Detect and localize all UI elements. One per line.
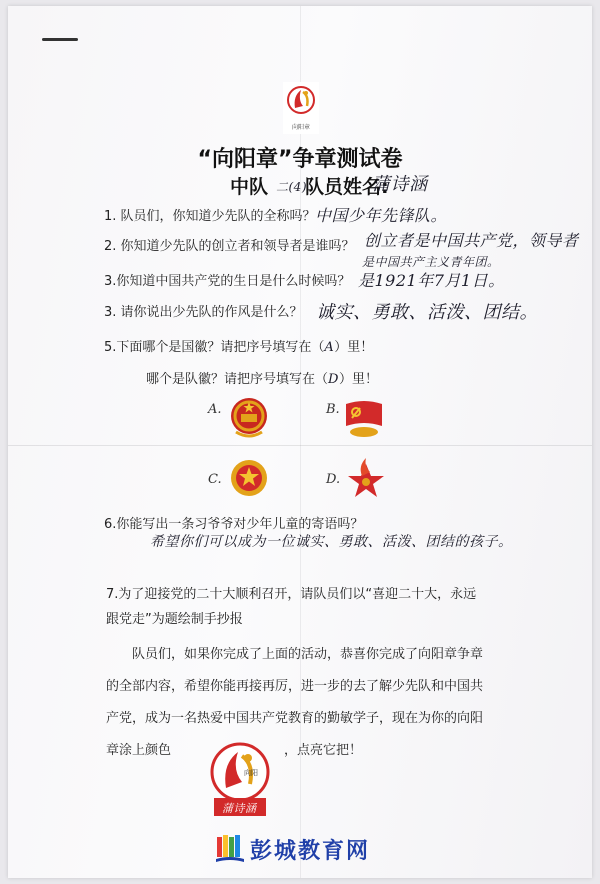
- question-6: 6.你能写出一条习爷爷对少年儿童的寄语吗？: [104, 517, 364, 532]
- party-flag-icon: [342, 396, 386, 440]
- closing-line-3: 产党，成为一名热爱中国共产党教育的勤敏学子，现在为你的向阳: [106, 711, 484, 726]
- option-d-letter: D.: [326, 472, 341, 487]
- book-logo-icon: [215, 833, 245, 863]
- pioneer-emblem-icon: [228, 456, 270, 500]
- answer-4: 诚实、勇敢、活泼、团结。: [316, 302, 538, 323]
- closing-line-4-end: ，点亮它把！: [284, 743, 363, 758]
- question-5b-text: 哪个是队徽？请把序号填写在（: [146, 372, 329, 387]
- page-title: “向阳章”争章测试卷: [197, 147, 403, 172]
- answer-2-line2: 是中国共产主义青年团。: [362, 255, 500, 269]
- name-label: 队员姓名:: [305, 176, 389, 198]
- answer-3: 是1921年7月1日。: [358, 271, 505, 290]
- question-2: 2. 你知道少先队的创立者和领导者是谁吗？: [104, 239, 355, 254]
- answer-5b: D: [328, 372, 339, 387]
- national-emblem-icon: [228, 396, 270, 440]
- class-value: 二(4): [276, 180, 307, 194]
- stamp-signature: 蒲诗涵: [222, 802, 257, 815]
- question-5a-end: ）里！: [334, 340, 374, 355]
- corner-mark: [42, 38, 78, 41]
- colored-badge-stamp: [208, 742, 272, 818]
- question-7-line1: 7.为了迎接党的二十大顺利召开，请队员们以“喜迎二十大，永远: [106, 587, 477, 602]
- class-label: 中队: [230, 176, 269, 198]
- option-c-letter: C.: [208, 472, 222, 487]
- answer-6: 希望你们可以成为一位诚实、勇敢、活泼、团结的孩子。: [150, 534, 513, 550]
- xiangyang-badge-icon: [283, 82, 319, 134]
- pioneer-badge-icon: [344, 454, 388, 502]
- question-7-line2: 跟党走”为题绘制手抄报: [106, 612, 243, 627]
- question-3: 3.你知道中国共产党的生日是什么时候吗？: [104, 274, 351, 289]
- question-5b-end: ）里！: [338, 372, 378, 387]
- closing-line-2: 的全部内容，希望你能再接再厉，进一步的去了解少先队和中国共: [106, 679, 484, 694]
- watermark-text: 彭城教育网: [250, 839, 371, 864]
- question-5a: [104, 339, 373, 357]
- question-4: 3. 请你说出少先队的作风是什么？: [104, 305, 303, 320]
- stamp-text: 向阳: [244, 769, 258, 777]
- closing-line-4: 章涂上颜色: [106, 743, 172, 758]
- badge-caption: 向阳章: [291, 124, 310, 131]
- question-5b: [146, 371, 378, 389]
- question-1: 1. 队员们，你知道少先队的全称吗？: [104, 209, 316, 224]
- answer-2: 创立者是中国共产党，领导者: [364, 231, 579, 250]
- option-b-letter: B.: [326, 402, 340, 417]
- name-value: 蒲诗涵: [372, 174, 428, 195]
- closing-line-1: 队员们，如果你完成了上面的活动，恭喜你完成了向阳章争章: [132, 647, 484, 662]
- answer-1: 中国少年先锋队。: [315, 206, 448, 225]
- option-a-letter: A.: [208, 402, 222, 417]
- question-5a-text: 5.下面哪个是国徽？请把序号填写在（: [104, 340, 325, 355]
- answer-5a: A: [324, 340, 335, 355]
